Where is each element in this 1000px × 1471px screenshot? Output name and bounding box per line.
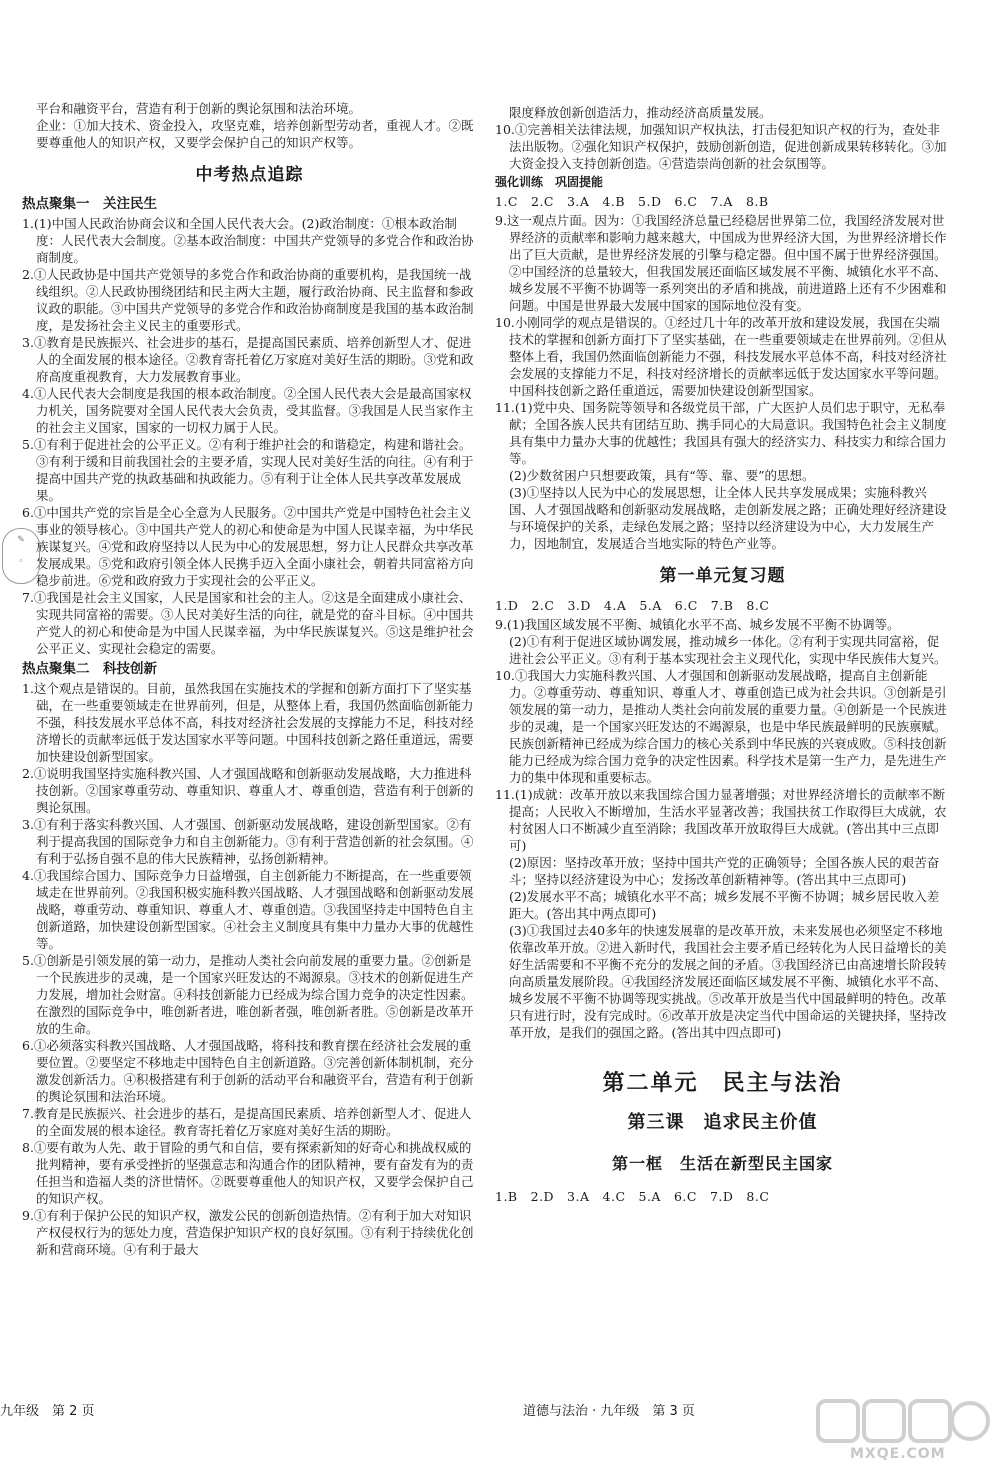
- review-title: 第一单元复习题: [659, 566, 786, 586]
- answer-item: 10.①完善相关法律法规，加强知识产权执法，打击侵犯知识产权的行为，查处非法出版物。②强化知识产权保护，鼓励创新创造，促进创新成果转移转化。③加大资金投入支持创新创造。④营造崇尚创新的社会氛围等。: [495, 122, 947, 171]
- answer-item: (2)发展水平不高；城镇化水平不高；城乡发展不平衡不协调；城乡居民收入差距大。(答出其中两点即可): [509, 889, 940, 921]
- focus2-title: 热点聚集二 科技创新: [22, 661, 157, 677]
- answer-item: 2.①说明我国坚持实施科教兴国、人才强国战略和创新驱动发展战略，大力推进科技创新。②国家尊重劳动、尊重知识、尊重人才、尊重创造，营造有利于创新的舆论氛围。: [22, 766, 474, 815]
- answer-item: 9.这一观点片面。因为：①我国经济总量已经稳居世界第二位，我国经济发展对世界经济的贡献率和影响力越来越大，中国成为世界经济大国，为世界经济增长作出了巨大贡献，是世界经济发展的引擎与稳定器。但中国不属于世界经济强国。②中国经济的总量较大，但我国发展还面临区域发展不平衡、城镇化水平不高、城乡发展不平衡不协调等一系列突出的矛盾和挑战，前进道路上还有不少困难和问题。中国是世界最大发展中国家的国际地位没有变。: [495, 213, 947, 313]
- answer-item: 6.①中国共产党的宗旨是全心全意为人民服务。②中国共产党是中国特色社会主义事业的领导核心。③中国共产党人的初心和使命是为中国人民谋幸福，为中华民族谋复兴。④党和政府坚持以人民为中心的发展思想，努力让人民群众共享改革发展成果。⑤党和政府引领全体人民携手迈入全面小康社会，朝着共同富裕方向稳步前进。⑥党和政府致力于实现社会的公平正义。: [22, 505, 474, 588]
- train-choice-answers: 1.C 2.C 3.A 4.B 5.D 6.C 7.A 8.B: [495, 194, 769, 209]
- focus1-title: 热点聚集一 关注民生: [22, 196, 157, 212]
- frame-choice-answers: 1.B 2.D 3.A 4.C 5.A 6.C 7.D 8.C: [495, 1189, 770, 1204]
- answer-item: 8.①要有敢为人先、敢于冒险的勇气和自信，要有探索新知的好奇心和挑战权威的批判精神，要有承受挫折的坚强意志和沟通合作的团队精神，要有奋发有为的责任担当和造福人类的济世情怀。②既要尊重他人的知识产权，又要学会保护自己的知识产权。: [22, 1140, 474, 1206]
- answer-item: 4.①人民代表大会制度是我国的根本政治制度。②全国人民代表大会是最高国家权力机关，国务院要对全国人民代表大会负责，受其监督。③我国是人民当家作主的社会主义国家，国家的一切权力属于人民。: [22, 386, 474, 435]
- intro-line: 限度释放创新创造活力，推动经济高质量发展。: [509, 105, 772, 120]
- frame-title: 第一框 生活在新型民主国家: [611, 1154, 833, 1173]
- answer-item: (2)①有利于促进区域协调发展，推动城乡一体化。②有利于实现共同富裕，促进社会公平正义。③有利于基本实现社会主义现代化，实现中华民族伟大复兴。: [509, 634, 947, 666]
- answer-item: 3.①教育是民族振兴、社会进步的基石，是提高国民素质、培养创新型人才、促进人的全面发展的根本途径。②教育寄托着亿万家庭对美好生活的期盼。③党和政府高度重视教育，大力发展教育事业。: [22, 335, 474, 384]
- intro-line: 企业：①加大技术、资金投入，攻坚克难，培养创新型劳动者，重视人才。②既要尊重他人的知识产权，又要学会保护自己的知识产权等。: [36, 118, 474, 150]
- answer-item: 11.(1)党中央、国务院等领导和各级党员干部，广大医护人员们忠于职守，无私奉献；全国各族人民共有团结互助、携手同心的大局意识。我国特色社会主义制度具有集中力量办大事的优越性；我国具有强大的经济实力、科技实力和综合国力等。: [495, 400, 947, 466]
- answer-item: (3)①坚持以人民为中心的发展思想，让全体人民共享发展成果；实施科教兴国、人才强国战略和创新驱动发展战略，走创新发展之路；正确处理好经济建设与环境保护的关系，走绿色发展之路；坚持以经济建设为中心，大力发展生产力，因地制宜，发展适合当地实际的特色产业等。: [509, 485, 947, 551]
- intro-line: 平台和融资平台，营造有利于创新的舆论氛围和法治环境。: [36, 101, 362, 116]
- lesson-title: 第三课 追求民主价值: [627, 1112, 818, 1133]
- review-choice-answers: 1.D 2.C 3.D 4.A 5.A 6.C 7.B 8.C: [495, 598, 770, 613]
- answer-item: 5.①有利于促进社会的公平正义。②有利于维护社会的和谐稳定，构建和谐社会。③有利于缓和目前我国社会的主要矛盾，实现人民对美好生活的向往。④有利于提高中国共产党的执政基础和执政能力。⑤有利于让全体人民共享改革发展成果。: [22, 437, 474, 503]
- answer-item: 7.教育是民族振兴、社会进步的基石，是提高国民素质、培养创新型人才、促进人的全面发展的根本途径。教育寄托着亿万家庭对美好生活的期盼。: [22, 1106, 472, 1138]
- answer-item: 10.①我国大力实施科教兴国、人才强国和创新驱动发展战略，提高自主创新能力。②尊重劳动、尊重知识、尊重人才、尊重创造已成为社会共识。③创新是引领发展的第一动力，是推动人类社会向前发展的重要力量。④创新是一个民族进步的灵魂，是一个国家兴旺发达的不竭源泉，也是中华民族最鲜明的民族禀赋。民族创新精神已经成为综合国力的核心关系到中华民族的兴衰成败。⑤科技创新能力已经成为综合国力竞争的决定性因素。科学技术是第一生产力，是先进生产力的集中体现和重要标志。: [495, 668, 947, 785]
- right-column: [495, 104, 950, 1207]
- page-number-right: 道德与法治 · 九年级 第 3 页: [523, 1404, 695, 1419]
- answer-item: 9.①有利于保护公民的知识产权，激发公民的创新创造热情。②有利于加大对知识产权侵权行为的惩处力度，营造保护知识产权的良好氛围。③有利于持续优化创新和营商环境。④有利于最大: [22, 1208, 474, 1257]
- answer-item: 6.①必须落实科教兴国战略、人才强国战略，将科技和教育摆在经济社会发展的重要位置。②要坚定不移地走中国特色自主创新道路。③完善创新体制机制，充分激发创新活力。④积极搭建有利于创新的活动平台和融资平台，营造有利于创新的舆论氛围和法治环境。: [22, 1038, 474, 1104]
- answer-item: 9.(1)我国区域发展不平衡、城镇化水平不高、城乡发展不平衡不协调等。: [495, 617, 900, 632]
- answer-item: 3.①有利于落实科教兴国、人才强国、创新驱动发展战略，建设创新型国家。②有利于提高我国的国际竞争力和自主创新能力。③有利于营造创新的社会氛围。④有利于弘扬自强不息的伟大民族精神，弘扬创新精神。: [22, 817, 474, 866]
- answer-item: 5.①创新是引领发展的第一动力，是推动人类社会向前发展的重要力量。②创新是一个民族进步的灵魂，是一个国家兴旺发达的不竭源泉。③技术的创新促进生产力发展，增加社会财富。④科技创新能力已经成为综合国力竞争的决定性因素。在激烈的国际竞争中，唯创新者进，唯创新者强，唯创新者胜。⑤创新是改革开放的生命。: [22, 953, 474, 1036]
- train-title: 强化训练 巩固提能: [495, 175, 604, 189]
- watermark-text: MXQE.COM: [850, 1446, 946, 1462]
- answer-item: 4.①我国综合国力、国际竞争力日益增强，自主创新能力不断提高，在一些重要领域走在世界前列。②我国积极实施科教兴国战略、人才强国战略和创新驱动发展战略，尊重劳动、尊重知识、尊重人才、尊重创造。③我国坚持走中国特色自主创新道路，加快建设创新型国家。④社会主义制度具有集中力量办大事的优越性等。: [22, 868, 474, 951]
- answer-item: 1.这个观点是错误的。目前，虽然我国在实施技术的学握和创新方面打下了坚实基础，在一些重要领域走在世界前列，但是，从整体上看，我国仍然面临创新能力不强，科技发展水平总体不高，科技对经济社会发展的支撑能力不足，科技对经济增长的贡献率远低于发达国家水平等问题。中国科技创新之路任重道远，需要加快建设创新型国家。: [22, 681, 474, 764]
- answer-item: 7.①我国是社会主义国家，人民是国家和社会的主人。②这是全面建成小康社会、实现共同富裕的需要。③人民对美好生活的向往，就是党的奋斗目标。④中国共产党人的初心和使命是为中国人民谋幸福，为中华民族谋复兴。⑤这是维护社会公平正义、实现社会稳定的需要。: [22, 590, 474, 656]
- answer-item: 10.小刚同学的观点是错误的。①经过几十年的改革开放和建设发展，我国在尖端技术的掌握和创新方面打下了坚实基础，在一些重要领域走在世界前列。②但从整体上看，我国仍然面临创新能力不强，科技发展水平总体不高，科技对经济社会发展的支撑能力不足，科技对经济增长的贡献率远低于发达国家水平等问题。中国科技创新之路任重道远，需要加快建设创新型国家。: [495, 315, 947, 398]
- answer-item: (3)①我国过去40多年的快速发展靠的是改革开放，未来发展也必须坚定不移地依靠改革开放。②进入新时代，我国社会主要矛盾已经转化为人民日益增长的美好生活需要和不平衡不充分的发展之间的矛盾。③我国经济已由高速增长阶段转向高质量发展阶段。④我国经济发展还面临区域发展不平衡、城镇化水平不高、城乡发展不平衡不协调等现实挑战。⑤改革开放是当代中国最鲜明的特色。改革只有进行时，没有完成时。⑥改革开放是决定当代中国命运的关键抉择，坚持改革开放，是我们的强国之路。(答出其中四点即可): [509, 923, 947, 1040]
- margin-stamp-icon: ✎ ◦: [2, 528, 40, 584]
- answer-item: 1.(1)中国人民政治协商会议和全国人民代表大会。(2)政治制度：①根本政治制度：人民代表大会制度。②基本政治制度：中国共产党领导的多党合作和政治协商制度。: [22, 216, 474, 265]
- section-title: 中考热点追踪: [195, 165, 304, 185]
- page-number-left: 九年级 第 2 页: [0, 1404, 95, 1419]
- left-column: [22, 100, 477, 1258]
- unit-title: 第二单元 民主与法治: [602, 1071, 843, 1096]
- answer-item: (2)少数贫困户只想要政策，具有“等、靠、要”的思想。: [509, 468, 815, 483]
- answer-item: 11.(1)成就：改革开放以来我国综合国力显著增强；对世界经济增长的贡献率不断提高；人民收入不断增加，生活水平显著改善；我国扶贫工作取得巨大成就，农村贫困人口不断减少直至消除；我国改革开放取得巨大成就。(答出其中三点即可): [495, 787, 947, 853]
- answer-item: (2)原因：坚持改革开放；坚持中国共产党的正确领导；全国各族人民的艰苦奋斗；坚持以经济建设为中心；发扬改革创新精神等。(答出其中三点即可): [509, 855, 940, 887]
- answer-item: 2.①人民政协是中国共产党领导的多党合作和政治协商的重要机构，是我国统一战线组织。②人民政协围绕团结和民主两大主题，履行政治协商、民主监督和参政议政的职能。③中国共产党领导的多党合作和政治协商制度是我国的基本政治制度，是发扬社会主义民主的重要形式。: [22, 267, 474, 333]
